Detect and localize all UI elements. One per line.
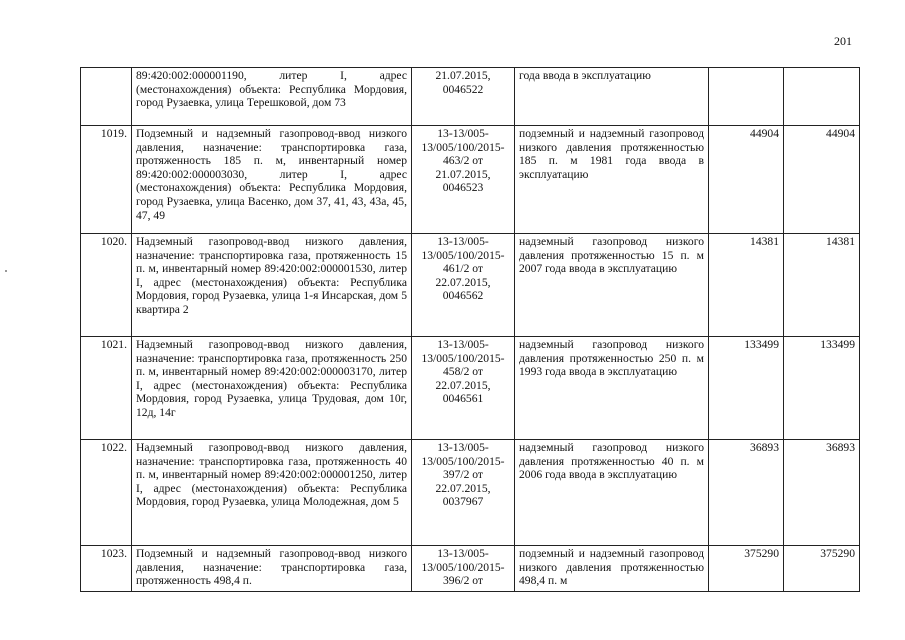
- row-number: 1020.: [81, 234, 132, 337]
- page-number: 201: [834, 34, 852, 48]
- row-number: 1019.: [81, 126, 132, 234]
- value-cell-2: 36893: [784, 440, 860, 546]
- object-name: подземный и надземный газопровод низкого давления протяженностью 185 п. м 1981 года ввода в эксплуатацию: [515, 126, 709, 234]
- row-number: 1021.: [81, 337, 132, 440]
- table-row: [81, 440, 860, 546]
- object-description: Подземный и надземный газопровод-ввод низкого давления, назначение: транспортировка газа, протяженность 498,4 п.: [132, 546, 412, 592]
- scan-speck: [5, 270, 7, 272]
- table-row: [81, 68, 860, 126]
- table-row: [81, 337, 860, 440]
- object-name: надземный газопровод низкого давления протяженностью 40 п. м 2006 года ввода в эксплуатацию: [515, 440, 709, 546]
- table-row: [81, 546, 860, 592]
- object-name: надземный газопровод низкого давления протяженностью 15 п. м 2007 года ввода в эксплуатацию: [515, 234, 709, 337]
- object-description: Надземный газопровод-ввод низкого давления, назначение: транспортировка газа, протяженность 15 п. м, инвентарный номер 89:420:002:000001530, литер I, адрес (местонахождения) объекта: Республика Мордовия, город Рузаевка, улица 1-я Инсарская, дом 5 квартира 2: [132, 234, 412, 337]
- row-number: 1022.: [81, 440, 132, 546]
- table-row: [81, 126, 860, 234]
- registration-record: 21.07.2015, 0046522: [412, 68, 515, 126]
- object-name: года ввода в эксплуатацию: [515, 68, 709, 126]
- value-cell-1: 36893: [709, 440, 784, 546]
- value-cell-1: [709, 68, 784, 126]
- value-cell-1: 14381: [709, 234, 784, 337]
- value-cell-1: 133499: [709, 337, 784, 440]
- object-name: надземный газопровод низкого давления протяженностью 250 п. м 1993 года ввода в эксплуатацию: [515, 337, 709, 440]
- value-cell-2: 375290: [784, 546, 860, 592]
- registration-record: 13-13/005-13/005/100/2015-461/2 от 22.07.2015, 0046562: [412, 234, 515, 337]
- row-number: 1023.: [81, 546, 132, 592]
- registration-record: 13-13/005-13/005/100/2015-463/2 от 21.07.2015, 0046523: [412, 126, 515, 234]
- property-registry-table: [80, 67, 860, 592]
- value-cell-1: 375290: [709, 546, 784, 592]
- registration-record: 13-13/005-13/005/100/2015-396/2 от: [412, 546, 515, 592]
- object-description: 89:420:002:000001190, литер I, адрес (местонахождения) объекта: Республика Мордовия, город Рузаевка, улица Терешковой, дом 73: [132, 68, 412, 126]
- row-number: [81, 68, 132, 126]
- registration-record: 13-13/005-13/005/100/2015-458/2 от 22.07.2015, 0046561: [412, 337, 515, 440]
- value-cell-2: [784, 68, 860, 126]
- value-cell-1: 44904: [709, 126, 784, 234]
- registration-record: 13-13/005-13/005/100/2015-397/2 от 22.07.2015, 0037967: [412, 440, 515, 546]
- table-row: [81, 234, 860, 337]
- value-cell-2: 44904: [784, 126, 860, 234]
- object-name: подземный и надземный газопровод низкого давления протяженностью 498,4 п. м: [515, 546, 709, 592]
- object-description: Надземный газопровод-ввод низкого давления, назначение: транспортировка газа, протяженность 40 п. м, инвентарный номер 89:420:002:000001250, литер I, адрес (местонахождения) объекта: Республика Мордовия, город Рузаевка, улица Молодежная, дом 5: [132, 440, 412, 546]
- value-cell-2: 14381: [784, 234, 860, 337]
- object-description: Надземный газопровод-ввод низкого давления, назначение: транспортировка газа, протяженность 250 п. м, инвентарный номер 89:420:002:000003170, литер I, адрес (местонахождения) объекта: Республика Мордовия, город Рузаевка, улица Трудовая, дом 10г, 12д, 14г: [132, 337, 412, 440]
- object-description: Подземный и надземный газопровод-ввод низкого давления, назначение: транспортировка газа, протяженность 185 п. м, инвентарный номер 89:420:002:000003030, литер I, адрес (местонахождения) объекта: Республика Мордовия, город Рузаевка, улица Васенко, дом 37, 41, 43, 43а, 45, 47, 49: [132, 126, 412, 234]
- value-cell-2: 133499: [784, 337, 860, 440]
